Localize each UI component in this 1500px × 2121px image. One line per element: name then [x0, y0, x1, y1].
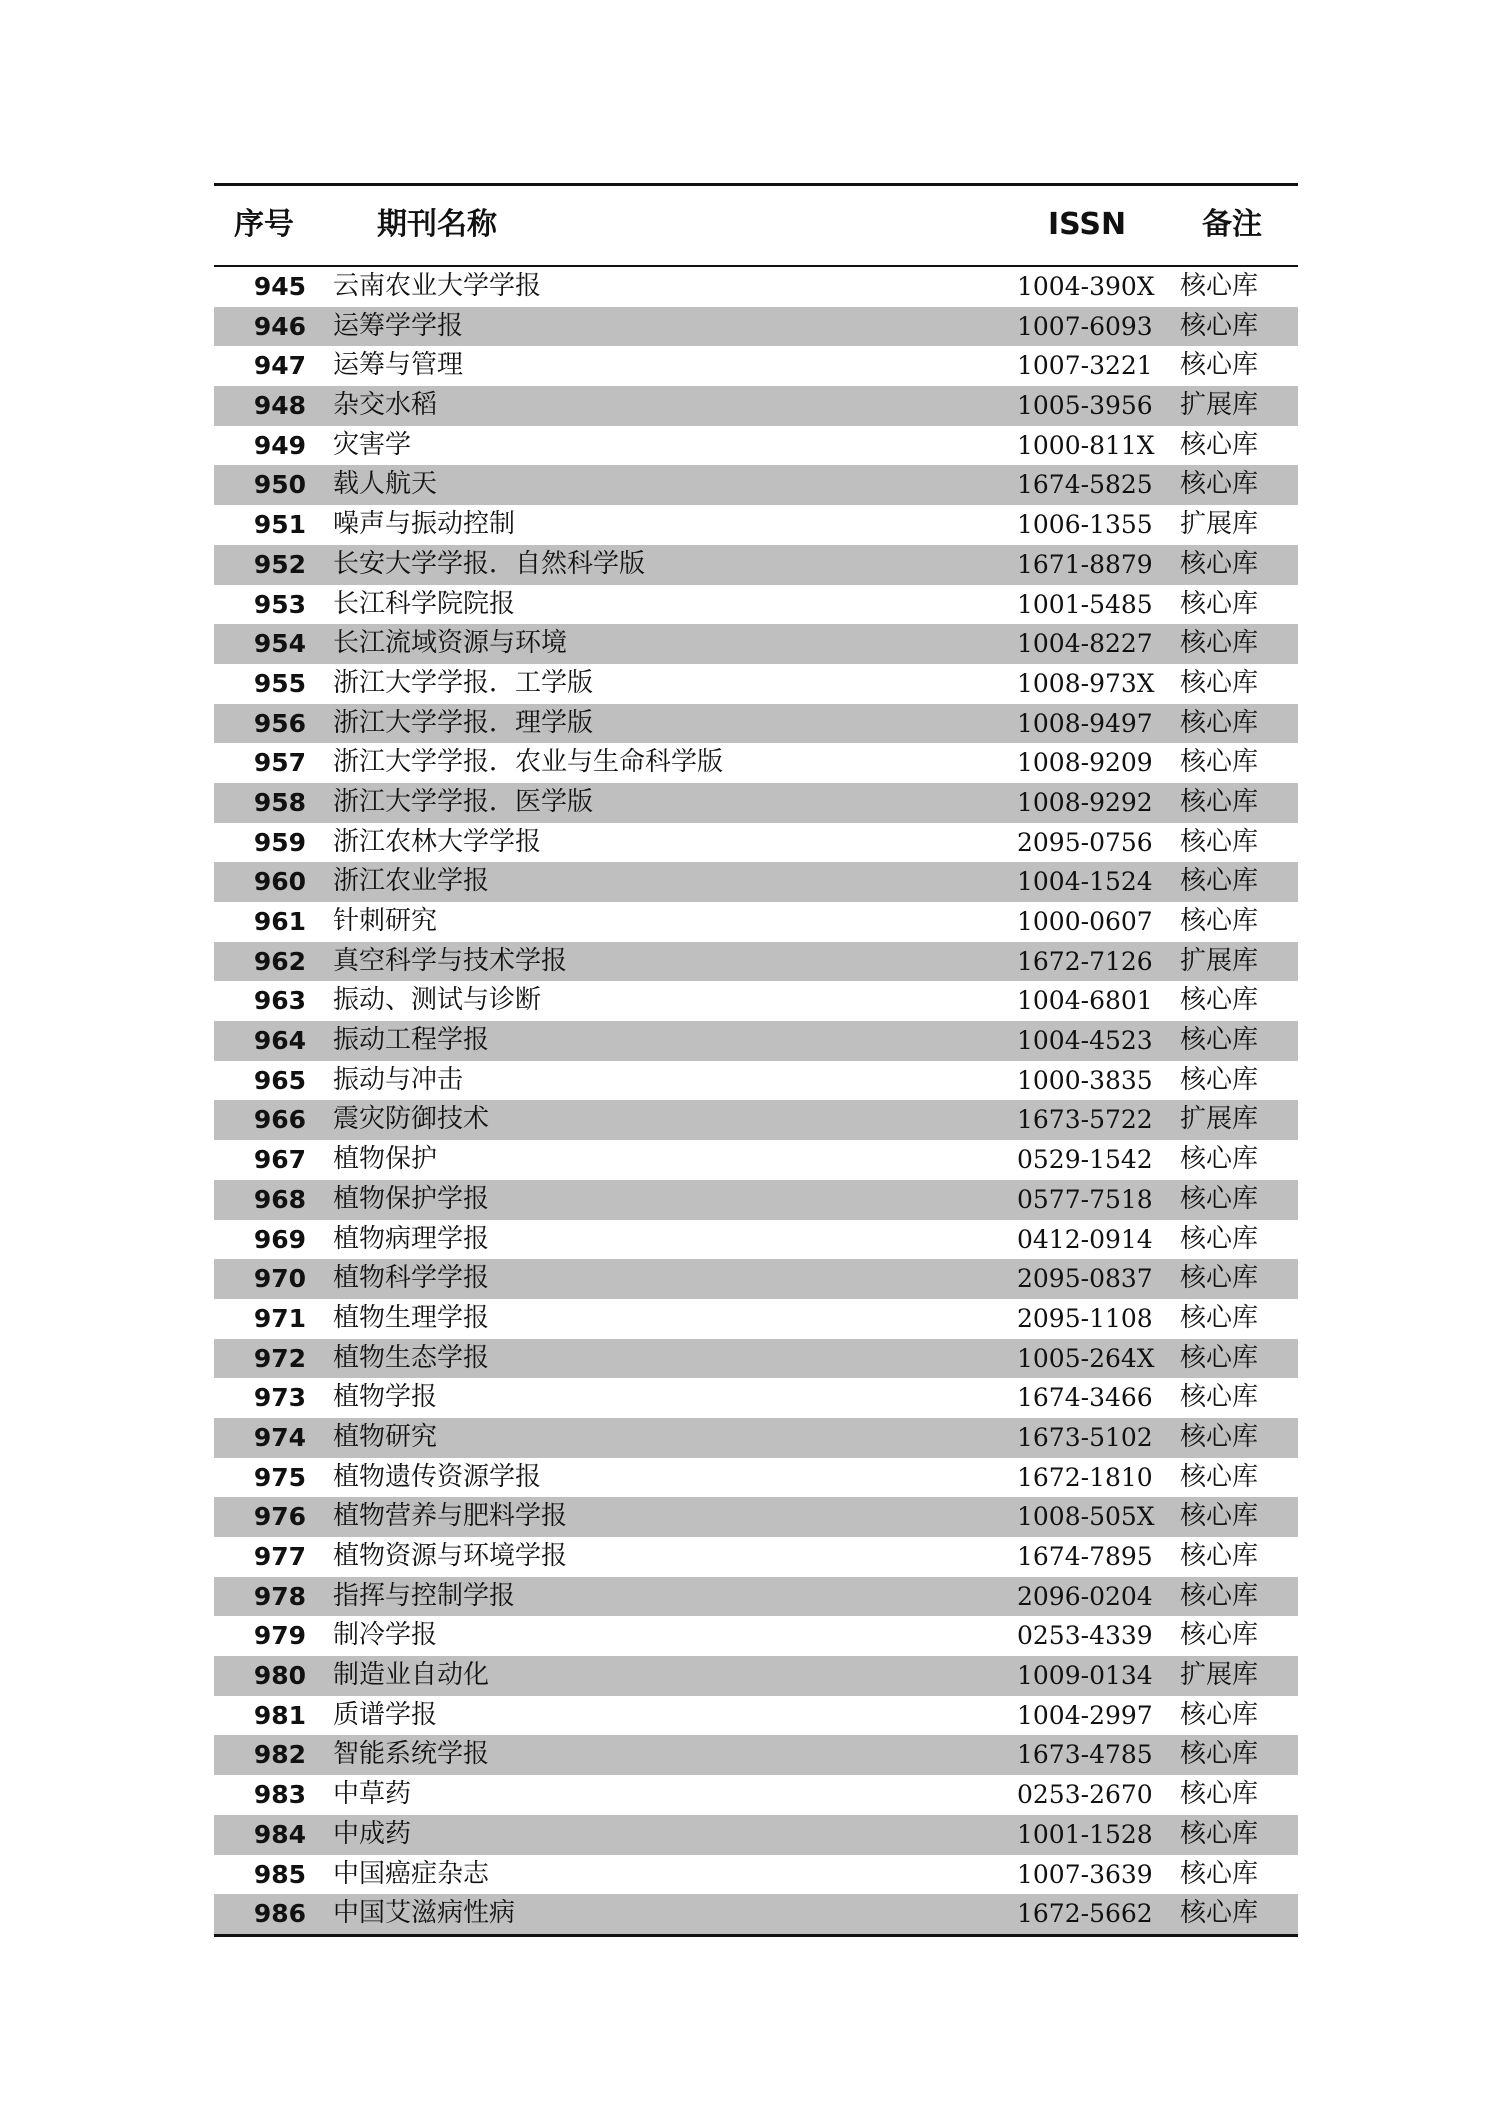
row-note: 核心库 [1180, 1064, 1259, 1095]
row-seq: 976 [253, 1502, 306, 1532]
row-journal-name: 植物营养与肥料学报 [333, 1501, 568, 1532]
table-row [214, 902, 1298, 942]
table-row [214, 704, 1298, 744]
table-row [214, 1299, 1298, 1339]
row-seq: 949 [253, 430, 306, 460]
row-seq: 969 [253, 1224, 306, 1254]
row-note: 核心库 [1180, 1739, 1259, 1770]
table-row [214, 1775, 1298, 1815]
row-issn: 1674-5825 [1017, 470, 1153, 500]
row-journal-name: 质谱学报 [333, 1699, 438, 1730]
row-seq: 983 [253, 1780, 306, 1810]
row-issn: 1004-8227 [1017, 629, 1153, 659]
row-note: 核心库 [1180, 628, 1259, 659]
row-journal-name: 振动工程学报 [333, 1025, 490, 1056]
row-issn: 1672-5662 [1017, 1899, 1153, 1929]
row-journal-name: 浙江大学学报．工学版 [333, 667, 594, 698]
row-seq: 960 [253, 867, 306, 897]
row-seq: 975 [253, 1462, 306, 1492]
row-note: 核心库 [1180, 707, 1259, 738]
row-note: 核心库 [1180, 747, 1259, 778]
header-note: 备注 [1202, 207, 1262, 242]
header-seq: 序号 [234, 207, 294, 242]
row-journal-name: 植物学报 [333, 1382, 438, 1413]
row-note: 核心库 [1180, 826, 1259, 857]
row-note: 核心库 [1180, 1818, 1259, 1849]
row-seq: 963 [253, 986, 306, 1016]
row-journal-name: 噪声与振动控制 [333, 509, 516, 540]
row-note: 核心库 [1180, 1025, 1259, 1056]
row-journal-name: 灾害学 [333, 429, 412, 460]
row-issn: 1008-9209 [1017, 748, 1153, 778]
row-note: 核心库 [1180, 310, 1259, 341]
row-issn: 1007-3221 [1017, 351, 1153, 381]
table-row [214, 1616, 1298, 1656]
row-issn: 1672-7126 [1017, 946, 1153, 976]
row-journal-name: 中草药 [333, 1779, 412, 1810]
row-note: 扩展库 [1180, 509, 1259, 540]
row-issn: 1000-0607 [1017, 907, 1153, 936]
row-issn: 1000-811X [1017, 430, 1155, 460]
table-row [214, 1418, 1298, 1458]
table-row [214, 942, 1298, 982]
row-journal-name: 运筹学学报 [333, 310, 464, 341]
row-issn: 2095-0756 [1017, 827, 1153, 857]
row-note: 核心库 [1180, 548, 1259, 579]
row-journal-name: 植物生态学报 [333, 1342, 490, 1373]
row-seq: 950 [253, 470, 306, 500]
row-note: 核心库 [1180, 1183, 1259, 1214]
row-journal-name: 运筹与管理 [333, 350, 464, 381]
row-note: 核心库 [1180, 1580, 1259, 1611]
table-row [214, 545, 1298, 585]
row-issn: 1004-390X [1017, 272, 1155, 301]
table-row [214, 307, 1298, 347]
table-row [214, 1656, 1298, 1696]
table-header [214, 186, 1298, 265]
row-journal-name: 针刺研究 [333, 906, 438, 936]
row-seq: 981 [253, 1700, 306, 1730]
row-seq: 970 [253, 1264, 306, 1294]
row-seq: 968 [253, 1184, 306, 1214]
row-journal-name: 长江科学院院报 [333, 588, 516, 619]
row-journal-name: 浙江大学学报．理学版 [333, 707, 594, 738]
table-row [214, 783, 1298, 823]
row-note: 核心库 [1180, 469, 1259, 500]
row-note: 核心库 [1180, 667, 1259, 698]
table-row [214, 1259, 1298, 1299]
row-issn: 1005-3956 [1017, 391, 1153, 421]
table-row [214, 981, 1298, 1021]
row-note: 核心库 [1180, 429, 1259, 460]
row-seq: 986 [253, 1899, 306, 1929]
row-seq: 980 [253, 1661, 306, 1691]
row-journal-name: 浙江农业学报 [333, 866, 490, 897]
table-row [214, 1458, 1298, 1498]
row-issn: 1007-3639 [1017, 1859, 1153, 1889]
table-row [214, 1497, 1298, 1537]
table-row [214, 1815, 1298, 1855]
row-seq: 984 [253, 1819, 306, 1849]
row-issn: 1006-1355 [1017, 510, 1153, 540]
row-journal-name: 植物保护学报 [333, 1183, 490, 1214]
row-seq: 965 [253, 1065, 306, 1095]
row-journal-name: 振动、测试与诊断 [333, 985, 542, 1016]
row-issn: 1674-3466 [1017, 1383, 1153, 1413]
row-note: 扩展库 [1180, 1104, 1259, 1135]
row-note: 核心库 [1180, 588, 1259, 619]
table-row [214, 505, 1298, 545]
row-note: 核心库 [1180, 1223, 1259, 1254]
row-note: 核心库 [1180, 1501, 1259, 1532]
row-seq: 985 [253, 1859, 306, 1889]
row-issn: 1674-7895 [1017, 1542, 1153, 1571]
table-row [214, 1855, 1298, 1895]
row-journal-name: 杂交水稻 [333, 390, 438, 421]
row-journal-name: 中国艾滋病性病 [333, 1898, 516, 1929]
row-seq: 961 [253, 907, 306, 936]
row-journal-name: 浙江农林大学学报 [333, 826, 542, 857]
row-issn: 1007-6093 [1017, 311, 1153, 341]
row-note: 核心库 [1180, 985, 1259, 1016]
row-note: 核心库 [1180, 906, 1259, 936]
table-row [214, 1061, 1298, 1101]
row-seq: 956 [253, 708, 306, 738]
row-journal-name: 植物保护 [333, 1144, 438, 1175]
table-row [214, 1021, 1298, 1061]
row-journal-name: 制冷学报 [333, 1620, 438, 1651]
table-body [214, 267, 1298, 1934]
row-issn: 1004-4523 [1017, 1026, 1153, 1056]
table-row [214, 1378, 1298, 1418]
row-issn: 1008-505X [1017, 1502, 1155, 1532]
row-seq: 947 [253, 351, 306, 381]
table-row [214, 743, 1298, 783]
row-issn: 1005-264X [1017, 1343, 1155, 1373]
row-issn: 2095-1108 [1017, 1303, 1153, 1333]
row-note: 核心库 [1180, 1263, 1259, 1294]
row-note: 核心库 [1180, 1779, 1259, 1810]
row-journal-name: 载人航天 [333, 469, 438, 500]
table-bottom-rule [214, 1934, 1298, 1937]
row-journal-name: 植物病理学报 [333, 1223, 490, 1254]
row-journal-name: 云南农业大学学报 [333, 271, 542, 301]
table-row [214, 267, 1298, 307]
row-issn: 1004-1524 [1017, 867, 1153, 897]
table-row [214, 664, 1298, 704]
table-row [214, 1577, 1298, 1617]
row-seq: 946 [253, 311, 306, 341]
row-issn: 1004-6801 [1017, 986, 1153, 1016]
row-note: 扩展库 [1180, 1660, 1259, 1691]
row-issn: 0253-4339 [1017, 1621, 1153, 1651]
row-seq: 973 [253, 1383, 306, 1413]
row-note: 核心库 [1180, 1858, 1259, 1889]
row-issn: 1008-9497 [1017, 708, 1153, 738]
table-row [214, 1180, 1298, 1220]
row-journal-name: 真空科学与技术学报 [333, 945, 568, 976]
row-issn: 1004-2997 [1017, 1700, 1153, 1730]
row-note: 核心库 [1180, 1461, 1259, 1492]
row-issn: 0529-1542 [1017, 1145, 1153, 1175]
row-issn: 1000-3835 [1017, 1065, 1153, 1095]
row-note: 核心库 [1180, 271, 1259, 301]
row-seq: 978 [253, 1581, 306, 1611]
row-issn: 1671-8879 [1017, 549, 1153, 579]
row-seq: 964 [253, 1026, 306, 1056]
row-seq: 979 [253, 1621, 306, 1651]
table-row [214, 585, 1298, 625]
header-issn: ISSN [1048, 207, 1127, 242]
row-issn: 1001-5485 [1017, 589, 1153, 619]
row-issn: 2096-0204 [1017, 1581, 1153, 1611]
row-note: 核心库 [1180, 1541, 1259, 1571]
row-issn: 2095-0837 [1017, 1264, 1153, 1294]
row-issn: 1673-5722 [1017, 1105, 1153, 1135]
row-journal-name: 植物研究 [333, 1421, 438, 1452]
table-row [214, 426, 1298, 466]
row-note: 核心库 [1180, 866, 1259, 897]
table-row [214, 1100, 1298, 1140]
row-journal-name: 长江流域资源与环境 [333, 628, 568, 659]
row-note: 核心库 [1180, 1382, 1259, 1413]
row-seq: 971 [253, 1303, 306, 1333]
row-journal-name: 中成药 [333, 1818, 412, 1849]
row-issn: 0577-7518 [1017, 1184, 1153, 1214]
journal-table [214, 183, 1298, 1937]
row-note: 核心库 [1180, 1421, 1259, 1452]
row-journal-name: 智能系统学报 [333, 1739, 490, 1770]
row-seq: 945 [253, 272, 306, 301]
header-journal-name: 期刊名称 [377, 207, 497, 242]
row-journal-name: 植物科学学报 [333, 1263, 490, 1294]
row-issn: 1672-1810 [1017, 1462, 1153, 1492]
row-journal-name: 振动与冲击 [333, 1064, 464, 1095]
table-row [214, 346, 1298, 386]
row-journal-name: 中国癌症杂志 [333, 1858, 490, 1889]
row-journal-name: 植物资源与环境学报 [333, 1541, 568, 1571]
row-seq: 955 [253, 668, 306, 698]
row-issn: 1001-1528 [1017, 1819, 1153, 1849]
table-row [214, 1894, 1298, 1934]
row-seq: 957 [253, 748, 306, 778]
row-journal-name: 浙江大学学报．农业与生命科学版 [333, 747, 724, 778]
row-journal-name: 制造业自动化 [333, 1660, 490, 1691]
row-issn: 1008-973X [1017, 668, 1155, 698]
row-seq: 952 [253, 549, 306, 579]
table-row [214, 386, 1298, 426]
row-seq: 958 [253, 787, 306, 817]
row-issn: 0412-0914 [1017, 1224, 1153, 1254]
table-row [214, 1339, 1298, 1379]
row-note: 核心库 [1180, 1620, 1259, 1651]
row-issn: 1673-5102 [1017, 1422, 1153, 1452]
row-journal-name: 震灾防御技术 [333, 1104, 490, 1135]
row-journal-name: 植物遗传资源学报 [333, 1461, 542, 1492]
row-issn: 0253-2670 [1017, 1780, 1153, 1810]
row-seq: 967 [253, 1145, 306, 1175]
row-seq: 974 [253, 1422, 306, 1452]
table-row [214, 1537, 1298, 1577]
row-seq: 953 [253, 589, 306, 619]
row-seq: 982 [253, 1740, 306, 1770]
table-row [214, 465, 1298, 505]
table-row [214, 823, 1298, 863]
row-seq: 962 [253, 946, 306, 976]
row-issn: 1009-0134 [1017, 1661, 1153, 1691]
row-note: 核心库 [1180, 1144, 1259, 1175]
row-note: 核心库 [1180, 786, 1259, 817]
row-seq: 954 [253, 629, 306, 659]
row-issn: 1673-4785 [1017, 1740, 1153, 1770]
row-seq: 959 [253, 827, 306, 857]
row-note: 核心库 [1180, 1302, 1259, 1333]
row-seq: 977 [253, 1542, 306, 1571]
row-journal-name: 植物生理学报 [333, 1302, 490, 1333]
table-row [214, 862, 1298, 902]
row-note: 扩展库 [1180, 390, 1259, 421]
row-note: 核心库 [1180, 1699, 1259, 1730]
row-journal-name: 指挥与控制学报 [333, 1580, 516, 1611]
row-note: 核心库 [1180, 1898, 1259, 1929]
row-seq: 951 [253, 510, 306, 540]
table-row [214, 1220, 1298, 1260]
row-seq: 948 [253, 391, 306, 421]
row-note: 核心库 [1180, 1342, 1259, 1373]
row-note: 扩展库 [1180, 945, 1259, 976]
table-row [214, 1735, 1298, 1775]
row-seq: 966 [253, 1105, 306, 1135]
row-note: 核心库 [1180, 350, 1259, 381]
table-row [214, 1696, 1298, 1736]
row-journal-name: 长安大学学报．自然科学版 [333, 548, 646, 579]
row-issn: 1008-9292 [1017, 787, 1153, 817]
row-seq: 972 [253, 1343, 306, 1373]
row-journal-name: 浙江大学学报．医学版 [333, 786, 594, 817]
table-row [214, 624, 1298, 664]
table-row [214, 1140, 1298, 1180]
